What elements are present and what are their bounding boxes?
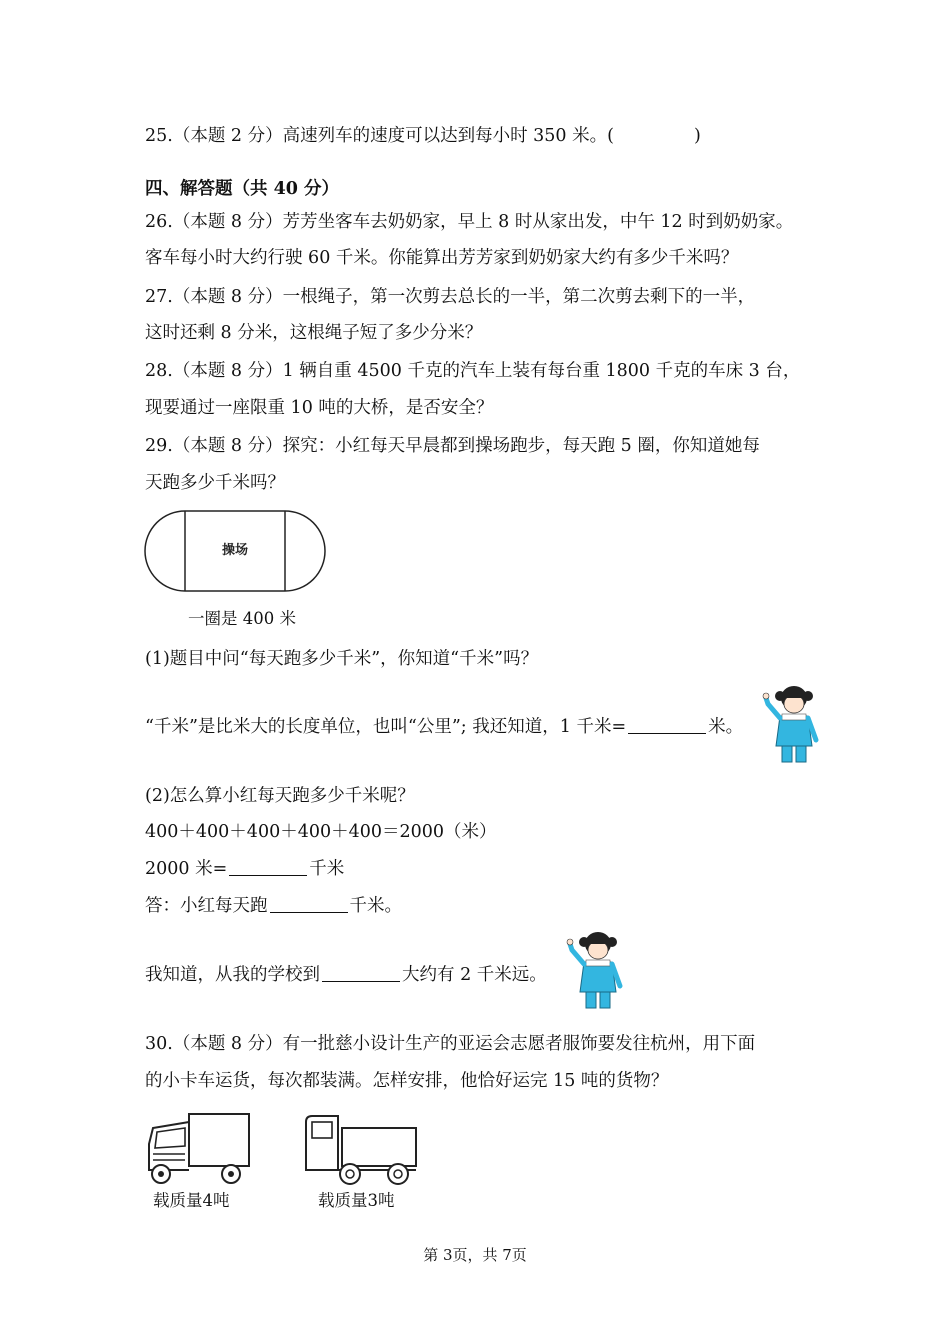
truck1-caption: 载质量4吨 — [153, 1191, 230, 1210]
q28-line2: 现要通过一座限重 10 吨的大桥，是否安全？ — [145, 398, 494, 418]
q29-conv — [145, 857, 344, 881]
q26-line2: 客车每小时大约行驶 60 千米。你能算出芳芳家到奶奶家大约有多少千米吗？ — [145, 248, 739, 268]
q29-part1: (1)题目中问“每天跑多少千米”，你知道“千米”吗？ — [145, 649, 539, 669]
page-footer: 第 3页，共 7页 — [423, 1246, 527, 1264]
q30-line1: 30.（本题 8 分）有一批慈小设计生产的亚运会志愿者服饰要发往杭州，用下面 — [145, 1034, 756, 1054]
km-fill-post: 米。 — [708, 717, 744, 737]
q29-line1: 29.（本题 8 分）探究：小红每天早晨都到操场跑步，每天跑 5 圈，你知道她每 — [145, 436, 760, 456]
answer-pre: 答：小红每天跑 — [145, 896, 268, 916]
know-blank[interactable] — [322, 963, 400, 982]
q25-text: 25.（本题 2 分）高速列车的速度可以达到每小时 350 米。( — [145, 126, 614, 146]
q29-km-fill — [145, 715, 743, 739]
q30-line2: 的小卡车运货，每次都装满。怎样安排，他恰好运完 15 吨的货物？ — [145, 1071, 669, 1091]
q29-line2: 天跑多少千米吗？ — [145, 473, 285, 493]
girl-illustration-2 — [562, 930, 640, 1010]
girl-illustration-1 — [758, 684, 836, 764]
q25-line — [145, 124, 701, 148]
answer-blank[interactable] — [270, 894, 348, 913]
conv-blank[interactable] — [229, 857, 307, 876]
truck2-caption: 载质量3吨 — [318, 1191, 395, 1210]
q29-calc: 400＋400＋400＋400＋400＝2000（米） — [145, 822, 497, 842]
q28-line1: 28.（本题 8 分）1 辆自重 4500 千克的汽车上装有每台重 1800 千克的车床 3 台， — [145, 361, 801, 381]
know-post: 大约有 2 千米远。 — [402, 965, 547, 985]
track-label: 操场 — [221, 543, 249, 558]
q27-line1: 27.（本题 8 分）一根绳子，第一次剪去总长的一半，第二次剪去剩下的一半， — [145, 287, 756, 307]
track-caption: 一圈是 400 米 — [188, 609, 296, 628]
km-fill-pre: “千米”是比米大的长度单位，也叫“公里”; 我还知道，1 千米= — [145, 717, 627, 737]
truck-3t-icon — [302, 1112, 420, 1188]
conv-post: 千米 — [309, 859, 345, 879]
section-heading: 四、解答题（共 40 分） — [145, 179, 340, 199]
truck-4t-icon — [145, 1108, 255, 1188]
q29-answer — [145, 894, 402, 918]
q26-line1: 26.（本题 8 分）芳芳坐客车去奶奶家，早上 8 时从家出发，中午 12 时到奶奶家。 — [145, 212, 794, 232]
conv-pre: 2000 米= — [145, 859, 228, 879]
q29-know — [145, 963, 547, 987]
km-blank[interactable] — [628, 715, 706, 734]
q25-close: ) — [693, 126, 701, 146]
answer-post: 千米。 — [349, 896, 402, 916]
track-figure — [143, 510, 327, 592]
q27-line2: 这时还剩 8 分米，这根绳子短了多少分米？ — [145, 323, 483, 343]
q29-part2: (2)怎么算小红每天跑多少千米呢？ — [145, 786, 415, 806]
know-pre: 我知道，从我的学校到 — [145, 965, 320, 985]
